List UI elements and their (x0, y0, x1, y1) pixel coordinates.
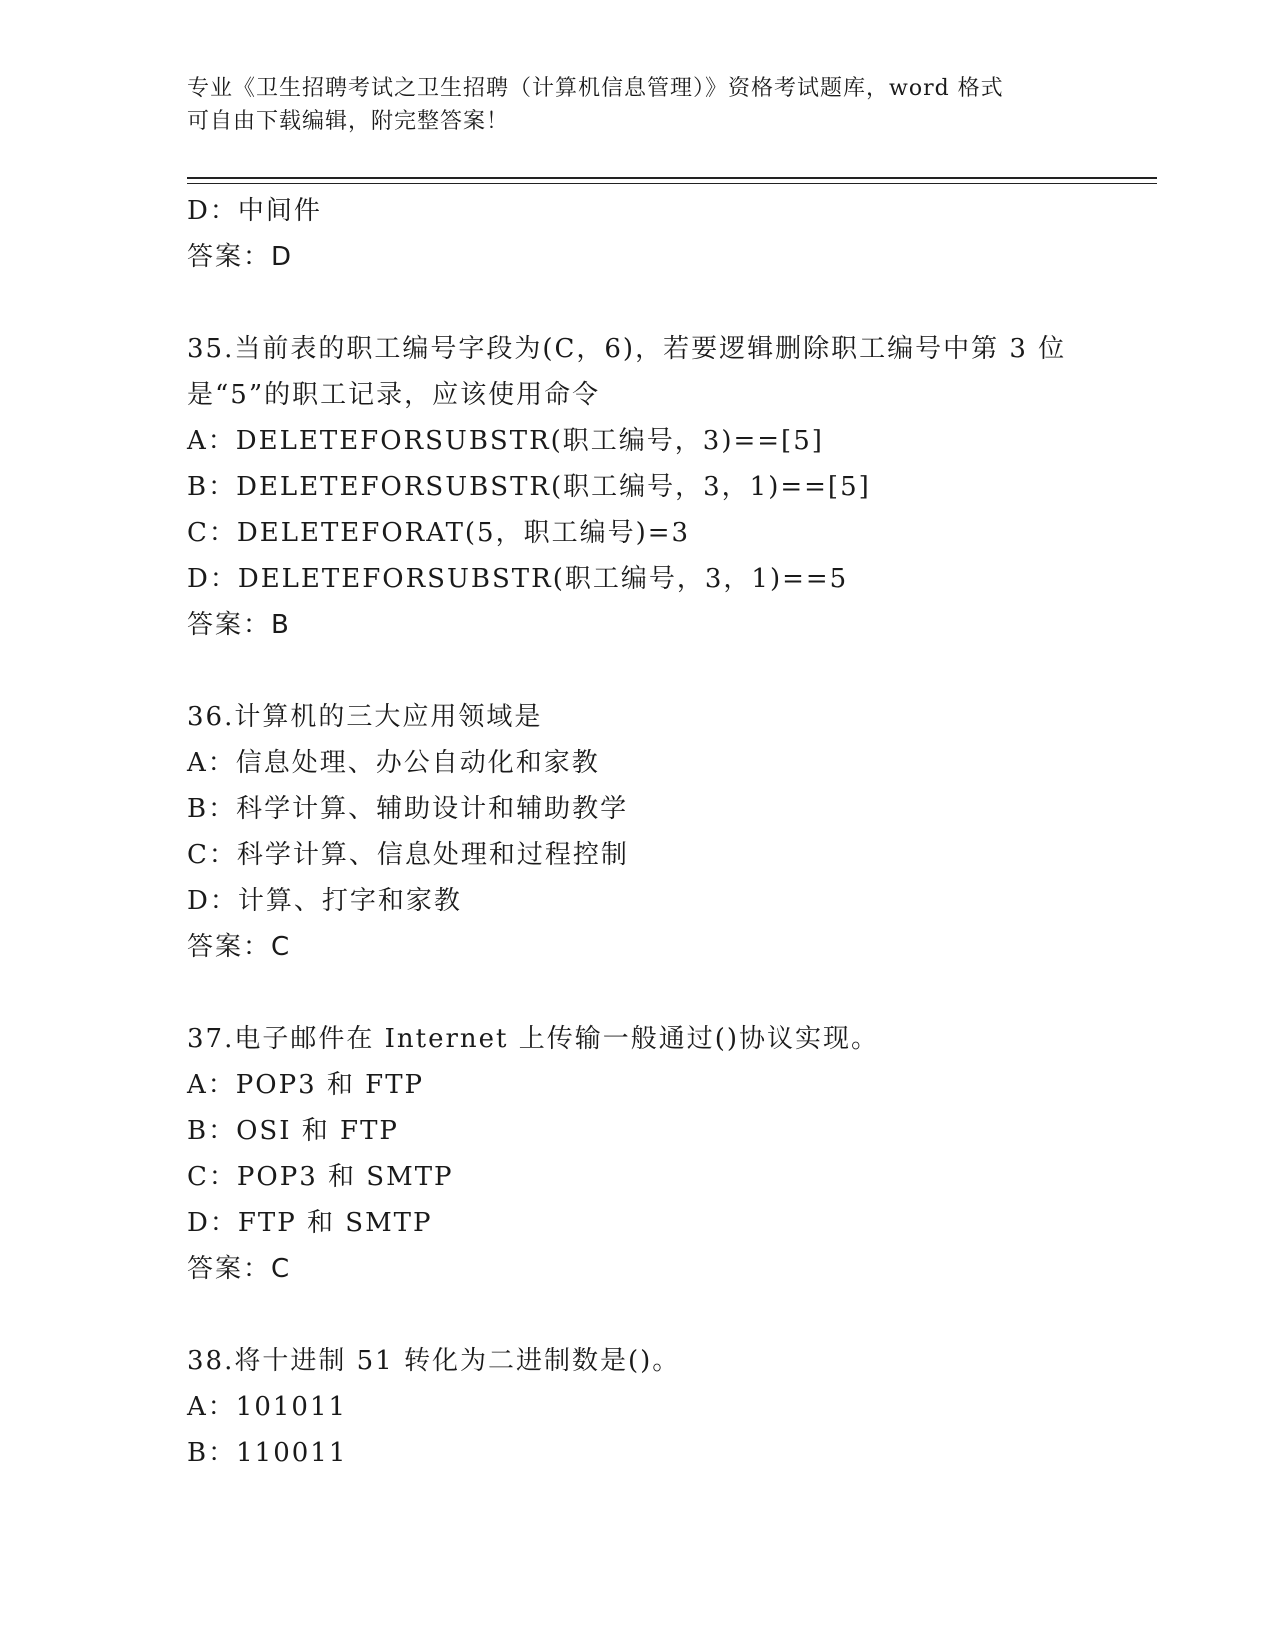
question-stem: 37.电子邮件在 Internet 上传输一般通过()协议实现。 (187, 1024, 880, 1054)
option-a: A：DELETEFORSUBSTR(职工编号，3)==[5] (187, 426, 824, 456)
spacer (187, 970, 1147, 1016)
spacer (187, 280, 1147, 326)
question-block-35 (187, 326, 1147, 648)
option-a: A：POP3 和 FTP (187, 1070, 425, 1100)
answer-line: 答案：B (187, 610, 291, 640)
header-divider-thin (187, 183, 1157, 184)
answer-line: 答案：C (187, 1254, 292, 1284)
question-stem: 35.当前表的职工编号字段为(C，6)，若要逻辑删除职工编号中第 3 位 (187, 334, 1067, 364)
option-d: D：中间件 (187, 196, 322, 226)
option-a: A：信息处理、办公自动化和家教 (187, 748, 600, 778)
header-line-2: 可自由下载编辑，附完整答案！ (187, 109, 510, 134)
option-d: D：计算、打字和家教 (187, 886, 462, 916)
option-c: C：POP3 和 SMTP (187, 1162, 454, 1192)
answer-line: 答案：C (187, 932, 292, 962)
question-block-prev (187, 188, 1147, 280)
question-list (187, 188, 1147, 1476)
question-block-36 (187, 694, 1147, 970)
question-stem-continued: 是“5”的职工记录，应该使用命令 (187, 380, 601, 410)
option-b: B：科学计算、辅助设计和辅助教学 (187, 794, 629, 824)
option-b: B：110011 (187, 1438, 348, 1468)
question-stem: 38.将十进制 51 转化为二进制数是()。 (187, 1346, 681, 1376)
document-header (187, 72, 1087, 138)
option-c: C：DELETEFORAT(5，职工编号)=3 (187, 518, 691, 548)
option-a: A：101011 (187, 1392, 348, 1422)
answer-line: 答案：D (187, 242, 294, 272)
question-stem: 36.计算机的三大应用领域是 (187, 702, 543, 732)
question-block-38 (187, 1338, 1147, 1476)
option-c: C：科学计算、信息处理和过程控制 (187, 840, 629, 870)
option-d: D：FTP 和 SMTP (187, 1208, 433, 1238)
spacer (187, 648, 1147, 694)
spacer (187, 1292, 1147, 1338)
option-b: B：OSI 和 FTP (187, 1116, 399, 1146)
option-d: D：DELETEFORSUBSTR(职工编号，3，1)==5 (187, 564, 849, 594)
option-b: B：DELETEFORSUBSTR(职工编号，3，1)==[5] (187, 472, 871, 502)
question-block-37 (187, 1016, 1147, 1292)
header-line-1: 专业《卫生招聘考试之卫生招聘（计算机信息管理）》资格考试题库，word 格式 (187, 76, 1004, 101)
header-divider-thick (187, 177, 1157, 179)
